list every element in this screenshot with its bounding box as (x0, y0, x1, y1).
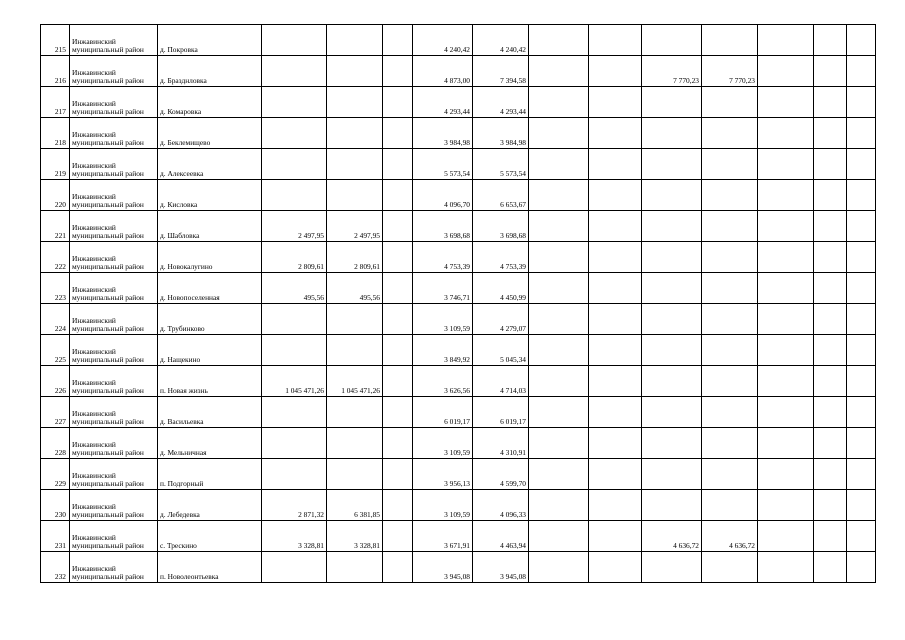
row-number: 222 (41, 242, 70, 273)
table-row (41, 521, 876, 552)
value-cell-1 (262, 335, 327, 366)
settlement-name: д. Бразднловка (158, 56, 262, 87)
table-row (41, 242, 876, 273)
spacer-cell (383, 118, 413, 149)
value-cell-1 (262, 459, 327, 490)
value-cell-1 (262, 56, 327, 87)
district-name: Инжавинский муниципальный район (70, 521, 158, 552)
value-cell-1 (262, 552, 327, 583)
district-name: Инжавинский муниципальный район (70, 273, 158, 304)
value-cell-5 (642, 149, 702, 180)
settlement-name: п. Подгорный (158, 459, 262, 490)
settlement-name: д. Комаровка (158, 87, 262, 118)
value-cell-1 (262, 25, 327, 56)
value-cell-6 (702, 552, 758, 583)
value-cell-4: 3 945,08 (473, 552, 529, 583)
value-cell-1 (262, 397, 327, 428)
row-number: 229 (41, 459, 70, 490)
value-cell-2 (327, 428, 383, 459)
value-cell-3: 3 746,71 (413, 273, 473, 304)
table-row (41, 366, 876, 397)
empty-cell-5 (529, 335, 589, 366)
value-cell-5 (642, 25, 702, 56)
value-cell-2: 2 497,95 (327, 211, 383, 242)
value-cell-1: 495,56 (262, 273, 327, 304)
district-name: Инжавинский муниципальный район (70, 490, 158, 521)
district-name: Инжавинский муниципальный район (70, 335, 158, 366)
spacer-cell (383, 211, 413, 242)
table-row (41, 273, 876, 304)
empty-cell-6 (589, 118, 642, 149)
district-name: Инжавинский муниципальный район (70, 149, 158, 180)
value-cell-3: 3 849,92 (413, 335, 473, 366)
value-cell-4: 4 753,39 (473, 242, 529, 273)
value-cell-1: 3 328,81 (262, 521, 327, 552)
row-number: 216 (41, 56, 70, 87)
empty-cell-5 (529, 118, 589, 149)
empty-cell-7 (758, 490, 814, 521)
settlement-name: д. Беклемищево (158, 118, 262, 149)
empty-cell-6 (589, 304, 642, 335)
district-name: Инжавинский муниципальный район (70, 56, 158, 87)
empty-cell-8 (814, 211, 847, 242)
spacer-cell (383, 25, 413, 56)
settlement-name: п. Новая жизнь (158, 366, 262, 397)
value-cell-2 (327, 180, 383, 211)
empty-cell-6 (589, 211, 642, 242)
value-cell-5 (642, 428, 702, 459)
value-cell-3: 4 873,00 (413, 56, 473, 87)
row-number: 231 (41, 521, 70, 552)
value-cell-5: 4 636,72 (642, 521, 702, 552)
table-row (41, 397, 876, 428)
settlement-name: д. Покровка (158, 25, 262, 56)
value-cell-5 (642, 397, 702, 428)
empty-cell-6 (589, 25, 642, 56)
table-row (41, 428, 876, 459)
value-cell-4: 6 019,17 (473, 397, 529, 428)
value-cell-1 (262, 428, 327, 459)
value-cell-3: 3 698,68 (413, 211, 473, 242)
settlement-name: д. Кисловка (158, 180, 262, 211)
empty-cell-8 (814, 304, 847, 335)
value-cell-5: 7 770,23 (642, 56, 702, 87)
empty-cell-6 (589, 273, 642, 304)
empty-cell-9 (847, 521, 876, 552)
value-cell-4: 5 573,54 (473, 149, 529, 180)
value-cell-6 (702, 149, 758, 180)
value-cell-1: 2 497,95 (262, 211, 327, 242)
empty-cell-5 (529, 180, 589, 211)
value-cell-6 (702, 397, 758, 428)
empty-cell-9 (847, 149, 876, 180)
value-cell-6 (702, 490, 758, 521)
value-cell-5 (642, 273, 702, 304)
settlement-name: д. Нащекино (158, 335, 262, 366)
empty-cell-8 (814, 397, 847, 428)
table-row (41, 87, 876, 118)
row-number: 219 (41, 149, 70, 180)
empty-cell-5 (529, 521, 589, 552)
empty-cell-6 (589, 459, 642, 490)
empty-cell-9 (847, 335, 876, 366)
empty-cell-7 (758, 521, 814, 552)
value-cell-1: 1 045 471,26 (262, 366, 327, 397)
value-cell-5 (642, 490, 702, 521)
spacer-cell (383, 490, 413, 521)
value-cell-4: 5 045,34 (473, 335, 529, 366)
value-cell-2 (327, 397, 383, 428)
empty-cell-8 (814, 459, 847, 490)
empty-cell-8 (814, 242, 847, 273)
spacer-cell (383, 335, 413, 366)
value-cell-6 (702, 25, 758, 56)
empty-cell-7 (758, 273, 814, 304)
value-cell-5 (642, 180, 702, 211)
district-name: Инжавинский муниципальный район (70, 428, 158, 459)
table-row (41, 211, 876, 242)
empty-cell-8 (814, 335, 847, 366)
value-cell-6 (702, 428, 758, 459)
spacer-cell (383, 428, 413, 459)
settlement-name: с. Трескино (158, 521, 262, 552)
empty-cell-5 (529, 25, 589, 56)
empty-cell-6 (589, 490, 642, 521)
value-cell-4: 7 394,58 (473, 56, 529, 87)
row-number: 224 (41, 304, 70, 335)
value-cell-1 (262, 180, 327, 211)
value-cell-3: 3 956,13 (413, 459, 473, 490)
table-row (41, 149, 876, 180)
empty-cell-5 (529, 397, 589, 428)
value-cell-3: 4 293,44 (413, 87, 473, 118)
value-cell-2 (327, 56, 383, 87)
empty-cell-5 (529, 459, 589, 490)
value-cell-3: 4 096,70 (413, 180, 473, 211)
value-cell-3: 3 984,98 (413, 118, 473, 149)
district-name: Инжавинский муниципальный район (70, 304, 158, 335)
value-cell-5 (642, 552, 702, 583)
empty-cell-7 (758, 25, 814, 56)
value-cell-3: 6 019,17 (413, 397, 473, 428)
empty-cell-6 (589, 428, 642, 459)
row-number: 223 (41, 273, 70, 304)
table-row (41, 304, 876, 335)
value-cell-2 (327, 335, 383, 366)
settlement-name: д. Алексеевка (158, 149, 262, 180)
empty-cell-7 (758, 180, 814, 211)
row-number: 228 (41, 428, 70, 459)
spacer-cell (383, 56, 413, 87)
settlement-name: д. Мельничная (158, 428, 262, 459)
value-cell-2 (327, 552, 383, 583)
empty-cell-5 (529, 428, 589, 459)
empty-cell-6 (589, 335, 642, 366)
district-name: Инжавинский муниципальный район (70, 366, 158, 397)
value-cell-6 (702, 87, 758, 118)
value-cell-3: 3 109,59 (413, 490, 473, 521)
row-number: 217 (41, 87, 70, 118)
spacer-cell (383, 552, 413, 583)
settlement-name: д. Шабловка (158, 211, 262, 242)
value-cell-6: 4 636,72 (702, 521, 758, 552)
value-cell-1: 2 809,61 (262, 242, 327, 273)
district-name: Инжавинский муниципальный район (70, 180, 158, 211)
table-row (41, 118, 876, 149)
value-cell-5 (642, 118, 702, 149)
value-cell-6: 7 770,23 (702, 56, 758, 87)
row-number: 220 (41, 180, 70, 211)
value-cell-4: 4 096,33 (473, 490, 529, 521)
empty-cell-7 (758, 87, 814, 118)
empty-cell-9 (847, 490, 876, 521)
empty-cell-7 (758, 397, 814, 428)
row-number: 215 (41, 25, 70, 56)
spacer-cell (383, 521, 413, 552)
empty-cell-5 (529, 366, 589, 397)
value-cell-4: 4 293,44 (473, 87, 529, 118)
table-row (41, 459, 876, 490)
value-cell-4: 3 698,68 (473, 211, 529, 242)
empty-cell-8 (814, 149, 847, 180)
settlement-name: д. Новокалугино (158, 242, 262, 273)
value-cell-5 (642, 211, 702, 242)
empty-cell-9 (847, 180, 876, 211)
settlement-name: д. Новопоселенная (158, 273, 262, 304)
table-body (41, 25, 876, 583)
district-name: Инжавинский муниципальный район (70, 87, 158, 118)
value-cell-4: 4 240,42 (473, 25, 529, 56)
row-number: 232 (41, 552, 70, 583)
value-cell-6 (702, 118, 758, 149)
district-name: Инжавинский муниципальный район (70, 211, 158, 242)
row-number: 221 (41, 211, 70, 242)
empty-cell-7 (758, 118, 814, 149)
empty-cell-9 (847, 397, 876, 428)
spacer-cell (383, 397, 413, 428)
settlement-name: д. Трубинково (158, 304, 262, 335)
empty-cell-9 (847, 304, 876, 335)
value-cell-6 (702, 304, 758, 335)
value-cell-3: 3 109,59 (413, 428, 473, 459)
value-cell-1 (262, 149, 327, 180)
empty-cell-8 (814, 118, 847, 149)
table-row (41, 552, 876, 583)
spacer-cell (383, 366, 413, 397)
table-row (41, 180, 876, 211)
value-cell-6 (702, 211, 758, 242)
value-cell-2 (327, 304, 383, 335)
empty-cell-8 (814, 25, 847, 56)
spacer-cell (383, 273, 413, 304)
spacer-cell (383, 242, 413, 273)
empty-cell-5 (529, 87, 589, 118)
empty-cell-9 (847, 56, 876, 87)
value-cell-4: 4 463,94 (473, 521, 529, 552)
value-cell-3: 3 109,59 (413, 304, 473, 335)
row-number: 227 (41, 397, 70, 428)
empty-cell-7 (758, 56, 814, 87)
empty-cell-5 (529, 552, 589, 583)
district-name: Инжавинский муниципальный район (70, 397, 158, 428)
value-cell-3: 3 945,08 (413, 552, 473, 583)
empty-cell-7 (758, 149, 814, 180)
empty-cell-7 (758, 366, 814, 397)
value-cell-2: 1 045 471,26 (327, 366, 383, 397)
value-cell-1 (262, 87, 327, 118)
value-cell-5 (642, 459, 702, 490)
empty-cell-6 (589, 521, 642, 552)
empty-cell-6 (589, 180, 642, 211)
row-number: 230 (41, 490, 70, 521)
empty-cell-5 (529, 273, 589, 304)
empty-cell-8 (814, 490, 847, 521)
row-number: 225 (41, 335, 70, 366)
empty-cell-8 (814, 180, 847, 211)
empty-cell-5 (529, 211, 589, 242)
empty-cell-8 (814, 521, 847, 552)
value-cell-3: 4 240,42 (413, 25, 473, 56)
value-cell-5 (642, 366, 702, 397)
empty-cell-7 (758, 459, 814, 490)
settlement-name: д. Васильевка (158, 397, 262, 428)
empty-cell-9 (847, 273, 876, 304)
value-cell-6 (702, 366, 758, 397)
empty-cell-7 (758, 335, 814, 366)
empty-cell-7 (758, 211, 814, 242)
value-cell-5 (642, 304, 702, 335)
value-cell-5 (642, 242, 702, 273)
empty-cell-6 (589, 87, 642, 118)
value-cell-5 (642, 87, 702, 118)
row-number: 218 (41, 118, 70, 149)
value-cell-1 (262, 304, 327, 335)
value-cell-4: 3 984,98 (473, 118, 529, 149)
empty-cell-9 (847, 459, 876, 490)
value-cell-6 (702, 242, 758, 273)
empty-cell-8 (814, 552, 847, 583)
row-number: 226 (41, 366, 70, 397)
value-cell-4: 4 714,03 (473, 366, 529, 397)
empty-cell-7 (758, 304, 814, 335)
empty-cell-7 (758, 242, 814, 273)
empty-cell-8 (814, 428, 847, 459)
table-row (41, 25, 876, 56)
value-cell-3: 3 626,56 (413, 366, 473, 397)
value-cell-2 (327, 149, 383, 180)
empty-cell-6 (589, 397, 642, 428)
table-row (41, 490, 876, 521)
value-cell-6 (702, 273, 758, 304)
empty-cell-5 (529, 490, 589, 521)
district-name: Инжавинский муниципальный район (70, 552, 158, 583)
empty-cell-9 (847, 366, 876, 397)
empty-cell-8 (814, 366, 847, 397)
value-cell-2: 3 328,81 (327, 521, 383, 552)
value-cell-1 (262, 118, 327, 149)
empty-cell-6 (589, 552, 642, 583)
spacer-cell (383, 180, 413, 211)
empty-cell-9 (847, 428, 876, 459)
value-cell-2 (327, 25, 383, 56)
district-name: Инжавинский муниципальный район (70, 242, 158, 273)
district-name: Инжавинский муниципальный район (70, 459, 158, 490)
value-cell-1: 2 871,32 (262, 490, 327, 521)
empty-cell-8 (814, 56, 847, 87)
value-cell-3: 3 671,91 (413, 521, 473, 552)
empty-cell-6 (589, 56, 642, 87)
value-cell-2: 495,56 (327, 273, 383, 304)
table-row (41, 56, 876, 87)
empty-cell-9 (847, 552, 876, 583)
empty-cell-7 (758, 428, 814, 459)
empty-cell-6 (589, 149, 642, 180)
spacer-cell (383, 304, 413, 335)
empty-cell-6 (589, 242, 642, 273)
empty-cell-7 (758, 552, 814, 583)
data-table (40, 24, 876, 583)
district-name: Инжавинский муниципальный район (70, 25, 158, 56)
value-cell-2 (327, 87, 383, 118)
empty-cell-5 (529, 56, 589, 87)
value-cell-3: 4 753,39 (413, 242, 473, 273)
value-cell-3: 5 573,54 (413, 149, 473, 180)
value-cell-2: 2 809,61 (327, 242, 383, 273)
empty-cell-8 (814, 87, 847, 118)
empty-cell-5 (529, 149, 589, 180)
empty-cell-9 (847, 25, 876, 56)
settlement-name: д. Лебедевка (158, 490, 262, 521)
empty-cell-5 (529, 304, 589, 335)
district-name: Инжавинский муниципальный район (70, 118, 158, 149)
value-cell-2 (327, 459, 383, 490)
empty-cell-9 (847, 87, 876, 118)
value-cell-5 (642, 335, 702, 366)
empty-cell-9 (847, 118, 876, 149)
value-cell-4: 4 279,07 (473, 304, 529, 335)
value-cell-6 (702, 180, 758, 211)
empty-cell-5 (529, 242, 589, 273)
empty-cell-6 (589, 366, 642, 397)
spacer-cell (383, 149, 413, 180)
value-cell-2 (327, 118, 383, 149)
empty-cell-9 (847, 242, 876, 273)
value-cell-6 (702, 459, 758, 490)
table-row (41, 335, 876, 366)
empty-cell-9 (847, 211, 876, 242)
value-cell-6 (702, 335, 758, 366)
settlement-name: п. Новолеонтьевка (158, 552, 262, 583)
spacer-cell (383, 459, 413, 490)
value-cell-4: 4 310,91 (473, 428, 529, 459)
spacer-cell (383, 87, 413, 118)
value-cell-4: 6 653,67 (473, 180, 529, 211)
empty-cell-8 (814, 273, 847, 304)
value-cell-2: 6 381,85 (327, 490, 383, 521)
value-cell-4: 4 450,99 (473, 273, 529, 304)
value-cell-4: 4 599,70 (473, 459, 529, 490)
